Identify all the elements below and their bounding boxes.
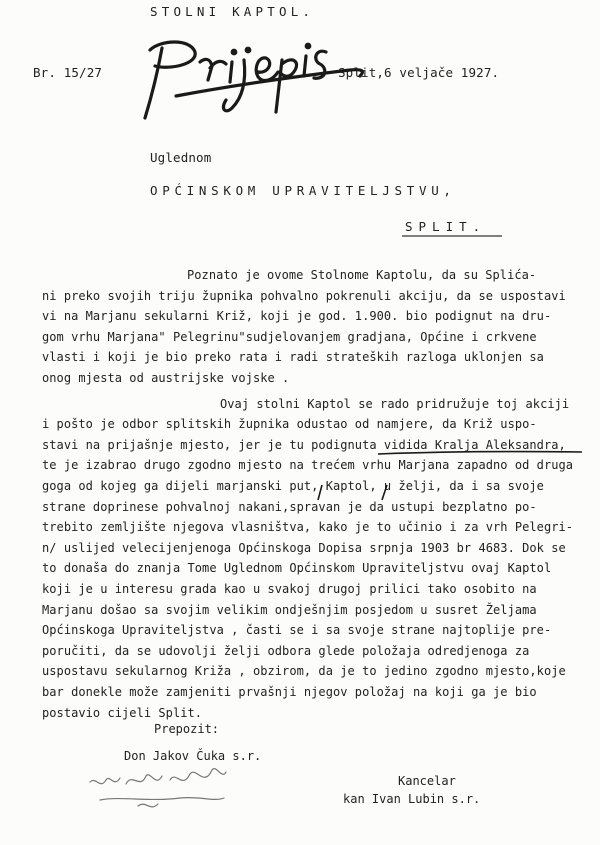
chancellor-name: kan Ivan Lubin s.r. [343, 792, 481, 806]
body-line: postavio cijeli Split. [42, 705, 203, 720]
body-line: poručiti, da se udovolji želji odbora gledе položaja odredjenoga za [42, 643, 530, 658]
body-line: vlasti i koji je bio preko rata i radi strateških razloga uklonjen sa [42, 350, 544, 365]
issuer-title: STOLNI KAPTOL. [150, 4, 315, 19]
body-line: vi na Marjanu sekularni Križ, koji je god. 1.900. bio podignut na dru- [42, 309, 552, 324]
body-paragraph [0, 0, 1, 1]
place-date: Split,6 veljače 1927. [338, 65, 500, 80]
body-line: Poznato je ovome Stolnome Kaptolu, da su Splića- [187, 268, 537, 282]
addressee-line-2: OPĆINSKOM UPRAVITELJSTVU, [150, 183, 456, 198]
body-line: ni preko svojih triju župnika pohvalno pokrenuli akciju, da se uspostavi [42, 288, 566, 303]
body-line: goga od kojeg ga dijeli marjanski put, Kaptol, u želji, da i sa svoje [42, 479, 544, 493]
body-line: to donaša do znanja Tome Uglednom Općinskom Upraviteljstvu ovaj Kaptol [42, 561, 552, 576]
body-line: trebito zemljište njegova vlasništva, kako je to učinio i za vrh Pelegri- [42, 520, 574, 535]
body-line: strane doprinese pohvalnoj nakani,spravan je da ustupi bezplatno po- [42, 499, 537, 514]
body-line: Ovaj stolni Kaptol se rado pridružuje toj akciji [220, 396, 570, 411]
chancellor-label: Kancelar [398, 774, 456, 788]
reference-number: Br. 15/27 [33, 65, 103, 80]
addressee-line-3: SPLIT. [405, 219, 487, 234]
stamp-handwriting-text [160, 58, 209, 68]
handwritten-note-text [96, 796, 168, 805]
body-line: Općinskoga Upraviteljstva , časti se i sa svoje strane najtoplije pre- [42, 623, 552, 638]
prijepis-handwriting-icon [145, 42, 362, 118]
body-line: uspostavu sekularnog Križa , obzirom, da je to jedino zgodno mjesto,koje [42, 664, 566, 679]
body-line: onog mjesta od austrijske vojske . [42, 371, 290, 385]
vidida-underline [378, 452, 582, 454]
body-line: te je izabrao drugo zgodno mjesto na trećem vrhu Marjana zapadno od druga [42, 458, 574, 473]
body-line: bar donekle može zamjeniti prvašnji njegov položaj na koji ga je bio [42, 685, 537, 699]
addressee-line-1: Uglednom [150, 150, 212, 165]
provost-label: Prepozit: [154, 722, 220, 736]
body-line: i pošto je odbor splitskih župnika odustao od namjere, da Križ uspo- [42, 417, 537, 432]
body-line: Marjanu došao sa svojim velikim ondješnjim posjedom u susret Željama [42, 602, 537, 617]
body-line: koji je u interesu grada kao u svakoj drugoj prilici tako osobito na [42, 582, 537, 596]
body-line: stavi na prijašnje mjesto, jer je tu podignuta vidida Kralja Aleksandra, [42, 437, 566, 452]
body-line: gom vrhu Marjana" Pelegrinu"sudjelovanjem gradjana, Općine i crkvene [42, 329, 537, 344]
provost-name: Don Jakov Čuka s.r. [124, 749, 262, 763]
body-line: n/ uslijed velecijenjenoga Općinskoga Dopisa srpnja 1903 br 4683. Dok se [42, 540, 566, 555]
